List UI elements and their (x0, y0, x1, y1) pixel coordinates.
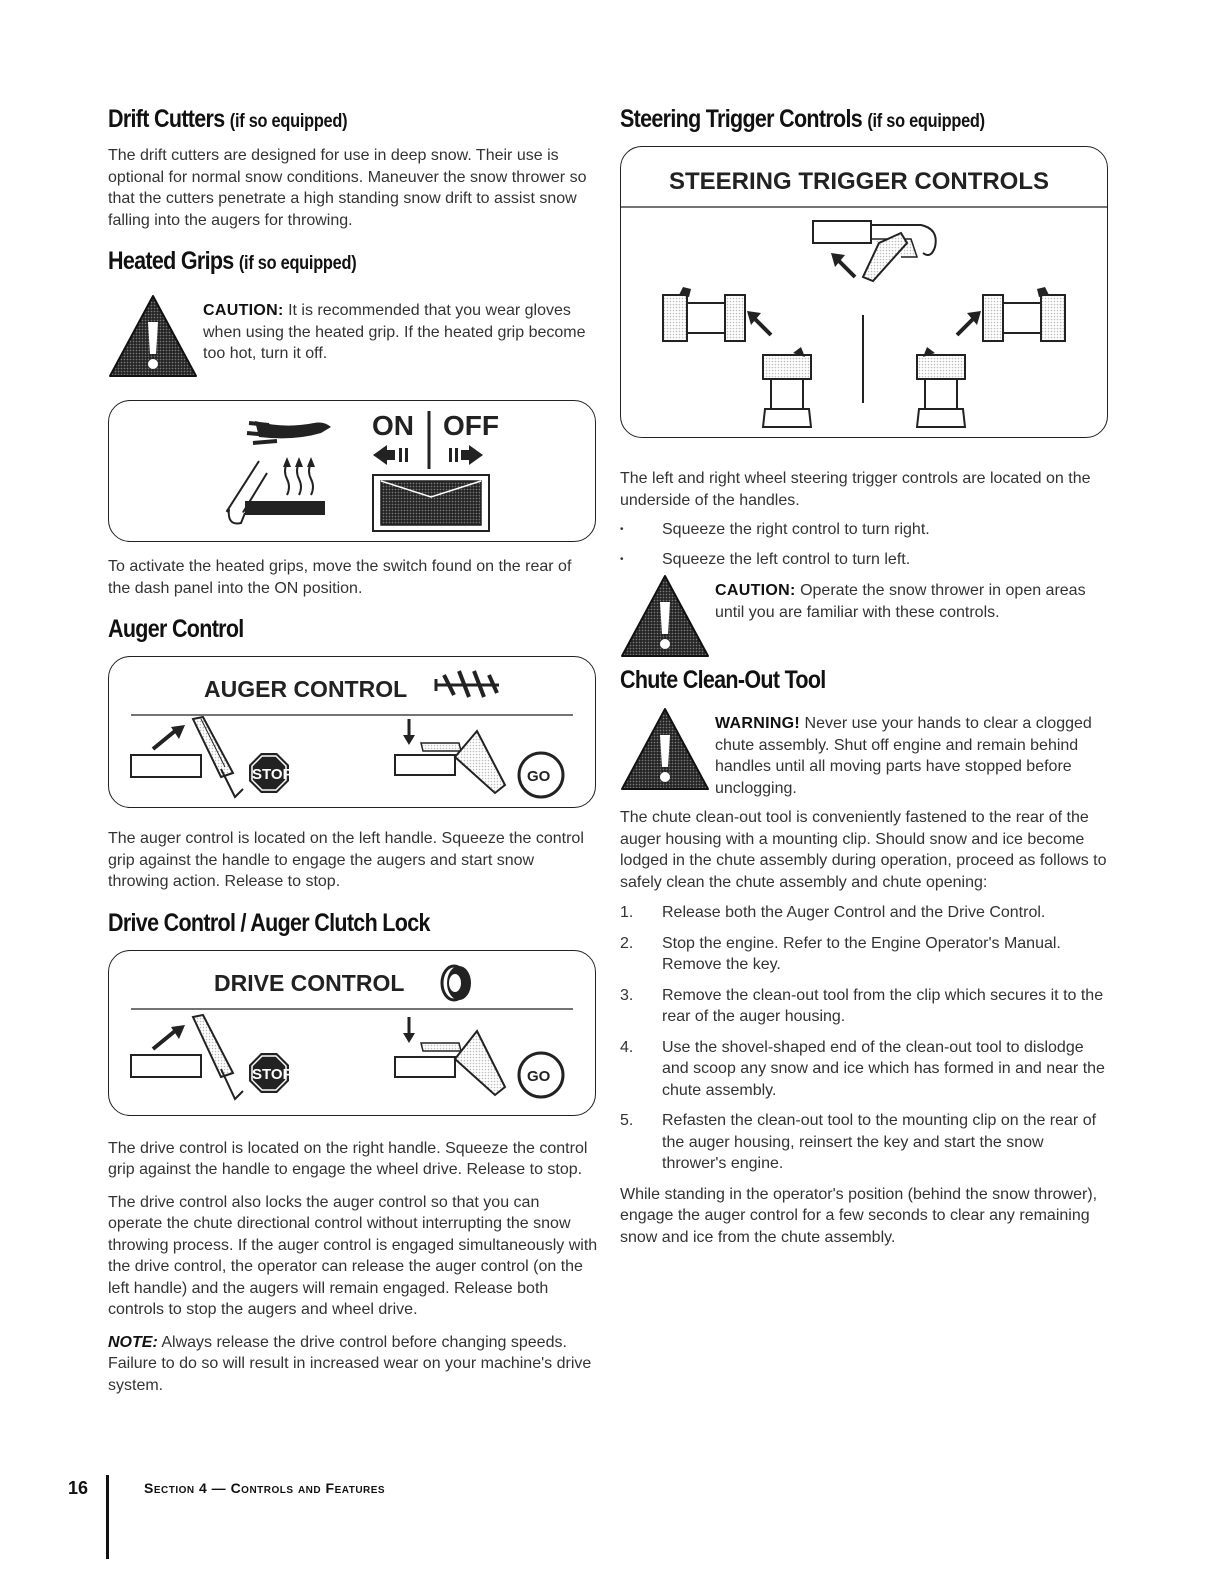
steering-panel (620, 146, 1108, 438)
right-column (620, 105, 1110, 1248)
steering-text: The left and right wheel steering trigger controls are located on the underside of the handles. (620, 470, 1091, 509)
steering-bullets (620, 519, 1110, 570)
wheel-icon (442, 966, 471, 1000)
heated-grips-panel (108, 400, 596, 542)
drive-control-panel (108, 950, 596, 1116)
on-label: ON (372, 410, 414, 441)
list-item: • Squeeze the right control to turn right. (620, 519, 1110, 541)
drive-control-text-2: The drive control also locks the auger control so that you can operate the chute directional control without interrupting the snow throwing process. If the auger control is engaged simultaneously with the drive control, the operator can release the auger control (on the left handle) and the augers will remain engaged. Release both controls to stop the augers and wheel drive. (108, 1193, 598, 1318)
stop-label: STOP (252, 1065, 293, 1083)
auger-control-panel-title: AUGER CONTROL (204, 676, 408, 702)
steering-panel-title: STEERING TRIGGER CONTROLS (669, 168, 1050, 195)
chute-warning: WARNING! Never use your hands to clear a clogged chute assembly. Shut off engine and remain behind handles until all moving parts have stopped before unclogging. (620, 713, 1110, 799)
heated-grip-icon (227, 457, 325, 523)
list-item: • Squeeze the left control to turn left. (620, 549, 1110, 571)
list-item: 5. Refasten the clean-out tool to the mounting clip on the rear of the auger housing, reinsert the key and start the snow thrower's engine. (620, 1112, 1097, 1172)
heated-grips-heading: Heated Grips (if so equipped) (108, 247, 357, 275)
page-number: 16 (68, 1478, 89, 1498)
left-column (108, 105, 598, 1396)
warning-triangle-icon (108, 292, 198, 380)
arrow-left-icon (373, 445, 408, 465)
warning-triangle-icon (620, 572, 710, 660)
chute-text: The chute clean-out tool is conveniently fastened to the rear of the auger housing with a mounting clip. Should snow and ice become lodged in the chute assembly during operation, proceed as follows to safely clean the chute assembly and chute opening: (620, 809, 1107, 891)
drift-cutters-text: The drift cutters are designed for use in deep snow. Their use is optional for normal snow conditions. Maneuver the snow thrower so that the cutters penetrate a high standing snow drift to assist snow falling into the augers for throwing. (108, 147, 587, 229)
section-title: Section 4 — Controls and Features (144, 1480, 386, 1496)
steering-heading: Steering Trigger Controls (if so equipped) (620, 105, 985, 133)
heated-grips-caution: CAUTION: It is recommended that you wear gloves when using the heated grip. If the heated grip become too hot, turn it off. (108, 300, 598, 380)
arrow-right-icon (449, 445, 483, 465)
drive-control-heading: Drive Control / Auger Clutch Lock (108, 908, 430, 937)
handle-engage-icon (131, 1015, 243, 1099)
stop-label: STOP (252, 766, 293, 783)
go-label: GO (527, 768, 551, 785)
list-item: 1. Release both the Auger Control and the Drive Control. (620, 904, 1046, 921)
snow-thrower-turn-right-icon (917, 287, 1065, 427)
handle-release-icon (395, 719, 505, 793)
auger-control-text: The auger control is located on the left handle. Squeeze the control grip against the handle to engage the augers and start snow throwing action. Release to stop. (108, 830, 584, 890)
drive-control-note: NOTE: Always release the drive control before changing speeds. Failure to do so will result in increased wear on your machine's drive system. (108, 1333, 592, 1394)
rocker-switch-icon (373, 475, 489, 531)
steering-trigger-icon (813, 221, 936, 281)
snow-thrower-turn-left-icon (663, 287, 811, 427)
steering-caution: CAUTION: Operate the snow thrower in open areas until you are familiar with these controls. (620, 580, 1110, 660)
heated-grips-text: To activate the heated grips, move the switch found on the rear of the dash panel into the ON position. (108, 558, 572, 597)
auger-control-panel (108, 656, 596, 808)
drive-control-panel-title: DRIVE CONTROL (214, 969, 405, 996)
auger-control-heading: Auger Control (108, 615, 244, 643)
off-label: OFF (443, 410, 499, 441)
footer-divider (106, 1475, 109, 1559)
drift-cutters-heading: Drift Cutters (if so equipped) (108, 105, 348, 133)
list-item: 3. Remove the clean-out tool from the clip which secures it to the rear of the auger housing. (620, 986, 1104, 1025)
list-item: 2. Stop the engine. Refer to the Engine Operator's Manual. Remove the key. (620, 934, 1061, 973)
list-item: 4. Use the shovel-shaped end of the clean-out tool to dislodge and scoop any snow and ice which has formed in and near the chute assembly. (620, 1038, 1105, 1099)
chute-text-end: While standing in the operator's position (behind the snow thrower), engage the auger control for a few seconds to clear any remaining snow and ice from the chute assembly. (620, 1185, 1098, 1246)
chute-steps (620, 902, 1110, 1175)
chute-heading: Chute Clean-Out Tool (620, 666, 826, 694)
go-label: GO (527, 1067, 551, 1085)
drive-control-text-1: The drive control is located on the right handle. Squeeze the control grip against the handle to engage the wheel drive. Release to stop. (108, 1139, 588, 1178)
handle-engage-icon (131, 717, 243, 797)
auger-icon (436, 671, 499, 697)
warning-triangle-icon (620, 705, 710, 793)
handle-release-icon (395, 1017, 505, 1095)
hand-icon (247, 421, 331, 443)
